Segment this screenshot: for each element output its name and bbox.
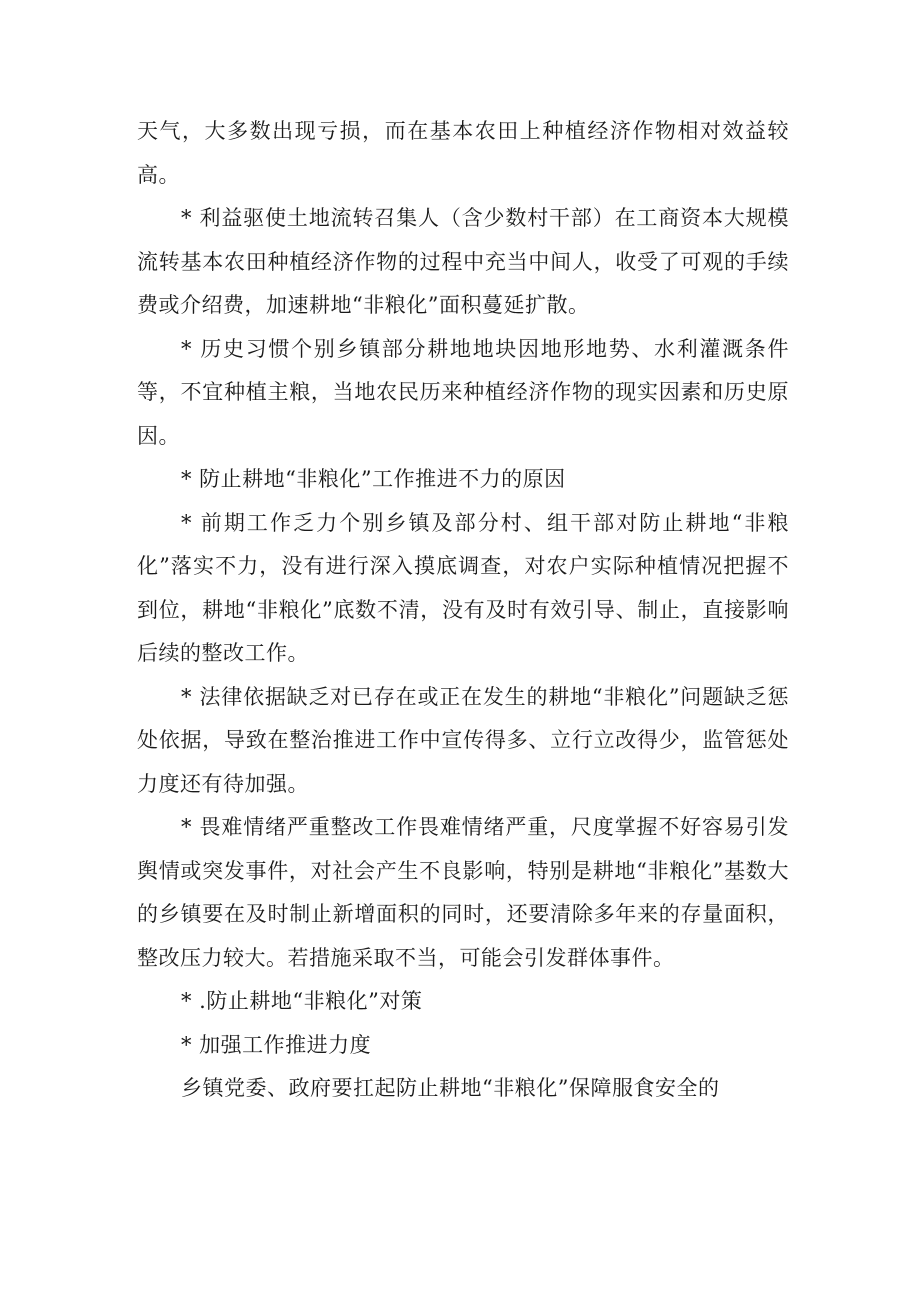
subheading-strengthen-work: * 加强工作推进力度	[181, 1032, 372, 1057]
paragraph-party-committee: 乡镇党委、政府要扛起防止耕地“非粮化”保障服食安全的	[181, 1076, 720, 1100]
paragraph-legal-basis: * 法律依据缺乏对已存在或正在发生的耕地“非粮化”问题缺乏惩处依据，导致在整治推进工作中宣传得多、立行立改得少，监管惩处力度还有待加强。	[137, 684, 789, 796]
paragraph-interest-driven: * 利益驱使土地流转召集人（含少数村干部）在工商资本大规模流转基本农田种植经济作物的过程中充当中间人，收受了可观的手续费或介绍费，加速耕地“非粮化”面积蔓延扩散。	[137, 206, 789, 317]
paragraph-early-work: * 前期工作乏力个别乡镇及部分村、组干部对防止耕地“非粮化”落实不力，没有进行深入摸底调查，对农户实际种植情况把握不到位，耕地“非粮化”底数不清，没有及时有效引导、制止，直接影响后续的整改工作。	[137, 510, 789, 665]
paragraph-continuation: 天气，大多数出现亏损，而在基本农田上种植经济作物相对效益较高。	[137, 119, 789, 187]
paragraph-historical-habit: * 历史习惯个别乡镇部分耕地地块因地形地势、水利灌溉条件等，不宜种植主粮，当地农民历来种植经济作物的现实因素和历史原因。	[137, 336, 789, 448]
document-body	[137, 110, 789, 1111]
section-heading-countermeasures: * .防止耕地“非粮化”对策	[181, 989, 423, 1013]
paragraph-fear-of-difficulty: * 畏难情绪严重整改工作畏难情绪严重，尺度掌握不好容易引发舆情或突发事件，对社会产生不良影响，特别是耕地“非粮化”基数大的乡镇要在及时制止新增面积的同时，还要清除多年来的存量面积，整改压力较大。若措施采取不当，可能会引发群体事件。	[137, 815, 789, 970]
section-heading-causes: * 防止耕地“非粮化”工作推进不力的原因	[181, 467, 566, 491]
